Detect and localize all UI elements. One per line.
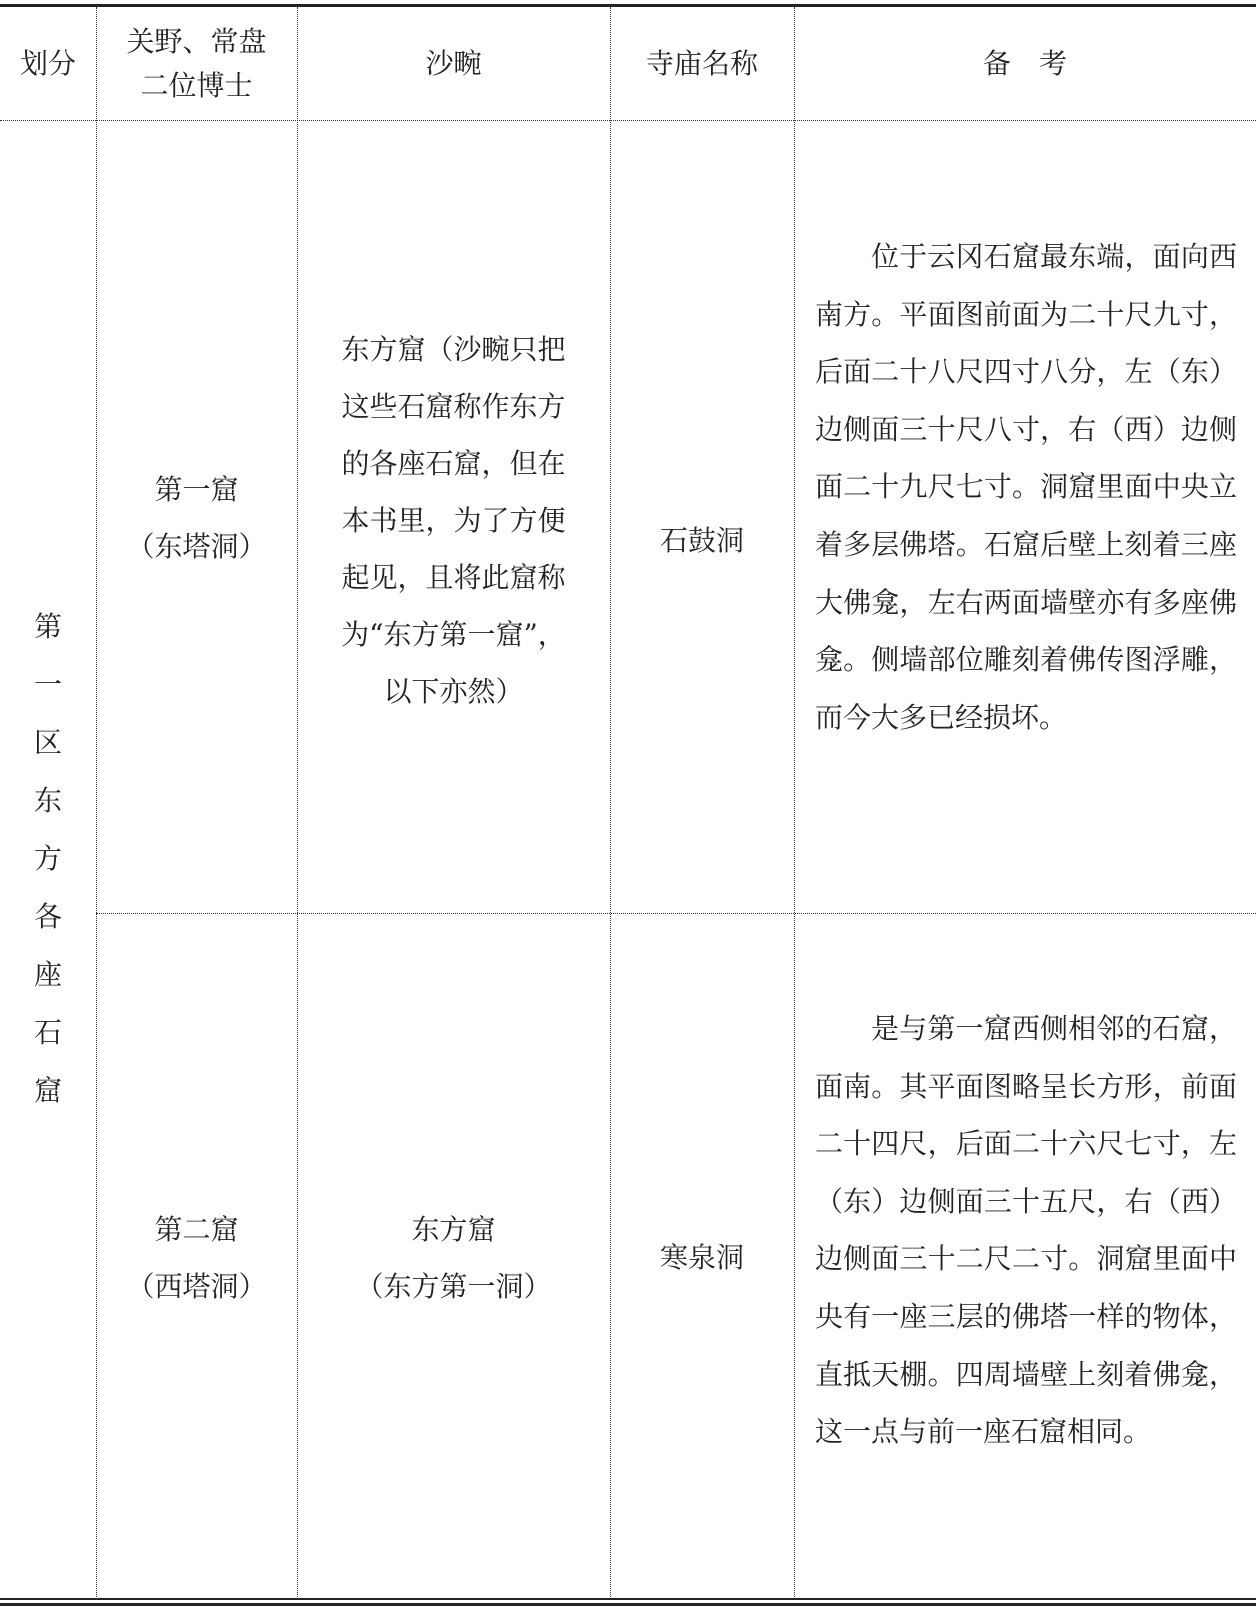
division-cell (0, 120, 96, 1598)
table-bottom-rule-thick (0, 1603, 1256, 1606)
header-scholars-line: 二位博士 (140, 68, 253, 102)
column-divider (794, 7, 795, 1599)
table-row-2-remarks: 是与第一窟西侧相邻的石窟，面南。其平面图略呈长方形，前面二十四尺，后面二十六尺七寸，左（东）边侧面三十五尺，右（西）边侧面三十二尺二寸。洞窟里面中央有一座三层的佛塔一样的物体，直抵天棚。四周墙壁上刻着佛龛，这一点与前一座石窟相同。 (815, 1012, 1237, 1449)
header-division: 划分 (19, 46, 76, 80)
header-chavannes: 沙畹 (425, 46, 482, 80)
table-row-1-scholars: 第一窟 （东塔洞） (126, 473, 267, 563)
header-remarks: 备 考 (982, 46, 1067, 80)
table-row-1-remarks: 位于云冈石窟最东端，面向西南方。平面图前面为二十尺九寸，后面二十八尺四寸八分，左（东）边侧面三十尺八寸，右（西）边侧面二十九尺七寸。洞窟里面中央立着多层佛塔。石窟后壁上刻着三座大佛龛，左右两面墙壁亦有多座佛龛。侧墙部位雕刻着佛传图浮雕，而今大多已经损坏。 (815, 240, 1237, 734)
table-row-1-chavannes: 东方窟（沙畹只把 这些石窟称作东方 的各座石窟，但在 本书里，为了方便 起见，且将此窟称 为“东方第一窟”， 以下亦然） (341, 333, 566, 708)
header-scholars (96, 7, 297, 120)
table-row-2-temple: 寒泉洞 (659, 1241, 744, 1274)
header-temple-name: 寺庙名称 (645, 46, 758, 80)
table-row-1-temple: 石鼓洞 (659, 524, 744, 557)
table-bottom-rule-thin (0, 1598, 1256, 1600)
table-row-2-scholars: 第二窟 （西塔洞） (126, 1212, 267, 1303)
header-scholars-line: 关野、常盘 (126, 24, 267, 58)
table-row-2-chavannes: 东方窟 （东方第一洞） (355, 1212, 552, 1303)
division-label: 第 一 区 东 方 各 座 石 窟 (33, 610, 62, 1107)
